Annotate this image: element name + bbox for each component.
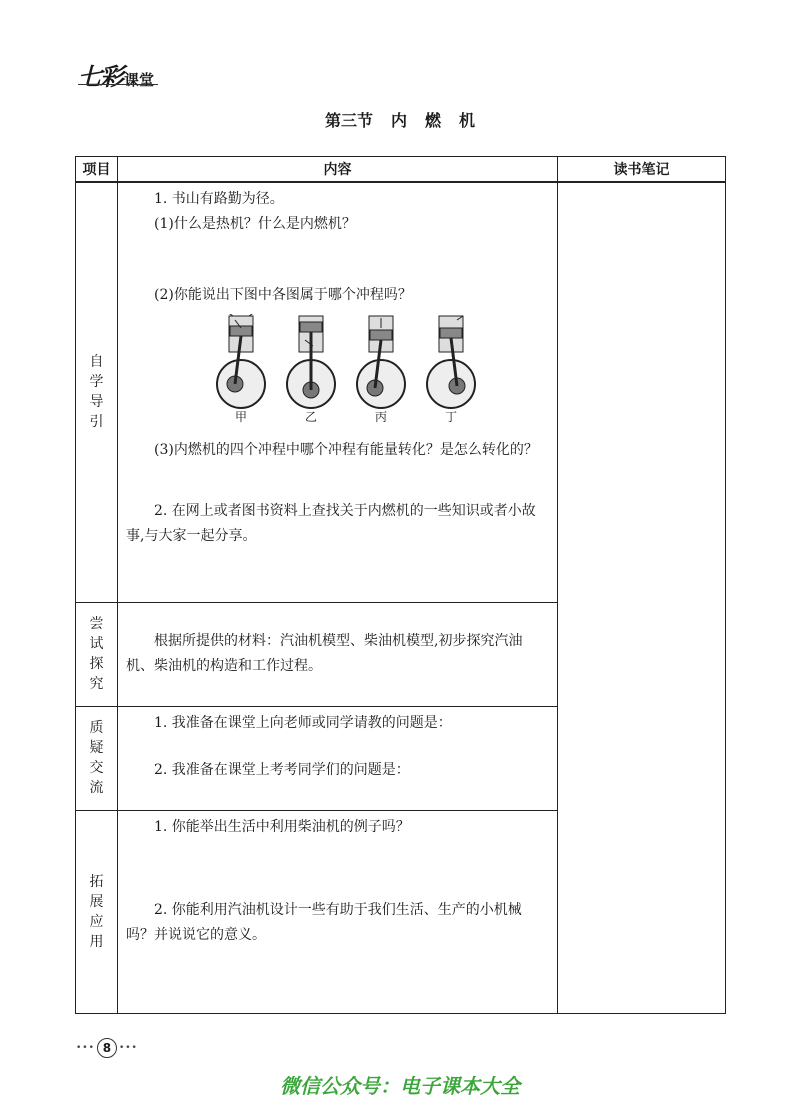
engine-label: 乙 [304,410,317,424]
question-text: (3)内燃机的四个冲程中哪个冲程有能量转化？是怎么转化的？ [154,442,538,458]
page-number-badge [76,1038,138,1058]
question-text: 1. 书山有路勤为径。 [154,191,284,207]
logo-text: 课堂 [124,71,155,89]
question-text: (1)什么是热机？什么是内燃机？ [154,216,356,232]
page-number: 8 [97,1038,117,1058]
section-content-zhiyi [118,706,558,810]
title-part: 第三节 [324,111,373,130]
section-label-zixue: 自学导引 [76,182,118,602]
page-title [0,108,800,131]
question-text: 1. 你能举出生活中利用柴油机的例子吗？ [154,818,410,835]
watermark-text: 微信公众号：电子课本大全 [280,1074,520,1098]
col-header-content: 内容 [118,157,558,183]
question-text: 2. 你能利用汽油机设计一些有助于我们生活、生产的小机械吗？并说说它的意义。 [126,901,522,943]
section-content-tuozhan [118,810,558,1014]
brand-logo [78,57,154,92]
section-content-changshi [118,602,558,706]
section-label-zhiyi: 质疑交流 [76,706,118,810]
engine-label: 丁 [444,410,457,424]
engine-diagram-jia [206,314,276,424]
paragraph-text: 根据所提供的材料：汽油机模型、柴油机模型,初步探究汽油机、柴油机的构造和工作过程。 [126,632,523,674]
engine-ding-icon [423,314,479,410]
title-part: 燃 [425,111,442,130]
engine-label: 丙 [374,410,387,424]
engine-label: 甲 [234,410,247,424]
title-part: 机 [459,111,476,130]
logo-underline [78,84,158,85]
reading-notes-column [558,182,726,1014]
col-header-notes: 读书笔记 [558,157,726,183]
engine-diagram-bing [346,314,416,424]
logo-mark: 七彩 [78,62,122,91]
dots-decoration: ••• [118,1043,138,1053]
question-text: 1. 我准备在课堂上向老师或同学请教的问题是： [154,714,452,731]
dots-decoration: ••• [76,1043,95,1053]
question-text: 2. 在网上或者图书资料上查找关于内燃机的一些知识或者小故事,与大家一起分享。 [126,503,536,544]
engine-stroke-figure [206,314,549,424]
question-text: (2)你能说出下图中各图属于哪个冲程吗？ [154,287,412,303]
title-part: 内 [390,111,407,130]
engine-yi-icon [283,314,339,410]
section-label-tuozhan: 拓展应用 [76,810,118,1014]
section-content-zixue [118,182,558,602]
section-row-zixue [76,182,726,602]
section-label-changshi: 尝试探究 [76,602,118,706]
study-table [75,156,726,1014]
engine-diagram-yi [276,314,346,424]
col-header-item: 项目 [76,157,118,183]
engine-jia-icon [213,314,269,410]
engine-bing-icon [353,314,409,410]
table-header-row [76,157,726,183]
question-text: 2. 我准备在课堂上考考同学们的问题是： [154,761,410,778]
engine-diagram-ding [416,314,486,424]
